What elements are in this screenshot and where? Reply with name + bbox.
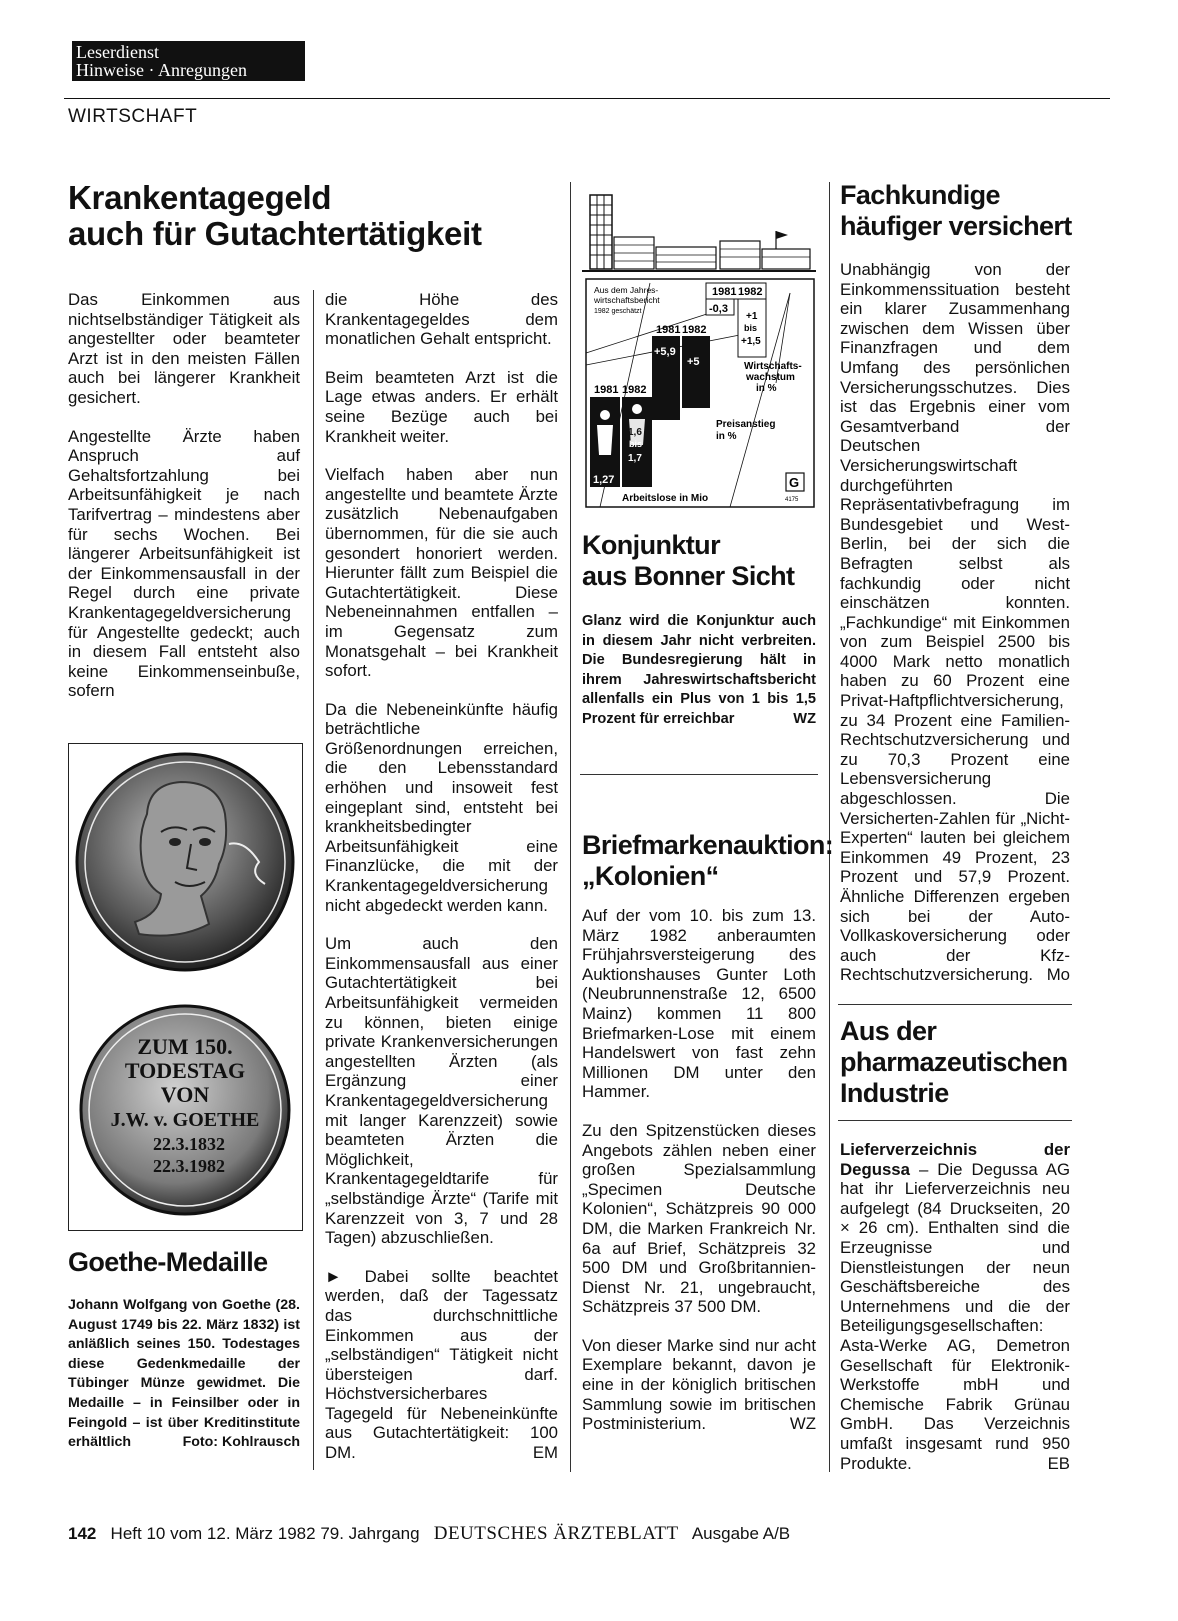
journal-name: DEUTSCHES ÄRZTEBLATT <box>433 1523 679 1544</box>
medal-text: ZUM 150. <box>137 1034 233 1059</box>
konjunktur-text: Glanz wird die Konjunktur auch in diesem Jahr nicht verbreiten. Die Bundesregierung hält in ihrem Jahreswirtschaftsbericht allenfalls ein Plus von 1 bis 1,5 Prozent für erreichbar <box>582 613 816 727</box>
main-col1-para: Das Einkommen aus nichtselbständiger Tätigkeit als angestellter oder beamteter Arzt ist in den meisten Fällen auch bei längerer Krankheit gesichert. <box>68 290 300 407</box>
w-value2b: bis <box>744 323 758 333</box>
main-col1-para: Angestellte Ärzte haben Anspruch auf Gehaltsfortzahlung bei Arbeitsunfähigkeit je nach Tarifvertrag – mindestens aber für sechs Wochen. Bei längerer Arbeitsunfähigkeit ist der Einkommensausfall in der Regel durch eine private Krankentagegeldversicherung für Angestellte gedeckt; auch in diesem Fall entsteht also keine Einkommenseinbuße, sofern <box>68 426 300 701</box>
konjunktur-signature: WZ <box>793 710 816 727</box>
fachkundige-body <box>840 260 1070 985</box>
briefmarken-para: Zu den Spitzenstücken dieses Angebots zählen neben einer großen Spezialsammlung „Specimen Deutsche Kolonien“, Schätzpreis 90 000 DM, die Marken Frankreich Nr. 6a auf Brief, Schätzpreis 32 500 DM und Großbritannien-Dienst Nr. 21, ungebraucht, Schätzpreis 37 500 DM. <box>582 1120 816 1317</box>
main-col2-text: ► Dabei sollte beachtet werden, daß der Tagessatz das durchschnittliche Einkommen aus der „selbständigen“ Tätigkeit nicht übersteigen darf. Höchstversicherbares Tagegeld für Nebeneinkünfte aus Gutachtertätigkeit: 100 DM. <box>325 1266 558 1463</box>
chart-note: Aus dem Jahres- <box>594 285 659 295</box>
divider <box>838 1004 1072 1005</box>
main-col2-para: Vielfach haben aber nun angestellte und beamtete Ärzte zusätzlich Nebenaufgaben übernommen, für die sie auch gesondert honoriert werden. Hierunter fällt zum Beispiel die Gutachtertätigkeit. Diese Nebeneinnahmen entfallen – im Gegensatz zum Monatsgehalt – bei Krankheit sofort. <box>325 465 558 681</box>
fachkundige-text: Unabhängig von der Einkommenssituation besteht ein klarer Zusammenhang zwischen dem Wissen über Finanzfragen und dem Umfang des persönlichen Versicherungsschutzes. Dies ist das Ergebnis einer vom Gesamtverband der Deutschen Versicherungswirtschaft durchgeführten Repräsentativbefragung im Bundesgebiet und West-Berlin, bei der sich die Befragten selbst als fachkundig oder nicht einschätzen konnten. „Fachkundige“ mit Einkommen von zum Beispiel 2500 bis 4000 Mark netto monatlich haben zu 60 Prozent eine Privat-Haftpflichtversicherung, zu 34 Prozent eine Familien-Rechtschutzversicherung und zu 70,3 Prozent eine Lebensversicherung abgeschlossen. Die Versicherten-Zahlen für „Nicht-Experten“ lauten bei gleichem Einkommen 49 Prozent, 23 Prozent und 57,9 Prozent. Ähnliche Differenzen ergeben sich bei der Auto-Vollkaskoversicherung oder auch der Kfz-Rechtschutzversicherung. <box>840 260 1070 985</box>
medal-caption <box>68 1296 300 1453</box>
w-value2c: +1,5 <box>741 336 761 347</box>
main-col2-para: Da die Nebeneinkünfte häufig beträchtliche Größenordnungen erreichen, die den Lebensstandard erhöhen und insoweit fest eingeplant sind, entsteht bei krankheitsbedingter Arbeitsunfähigkeit eine Finanzlücke, die mit der Krankentagegeldversicherung nicht abgedeckt werden kann. <box>325 699 558 915</box>
main-col2-para-last <box>325 1267 558 1463</box>
main-col2-para: Um auch den Einkommensausfall aus einer Gutachtertätigkeit bei Arbeitsunfähigkeit vermeiden zu können, bieten einige private Krankenversicherungen angestellten Ärzten (als Ergänzung einer Krankentagegeldversicherung mit langer Karenzzeit) sowie beamteten Ärzten die Möglichkeit, Krankentagegeldtarife für „selbständige Ärzte“ (Tarife mit Karenzzeit von 3, 7 und 28 Tagen) abzuschließen. <box>325 934 558 1248</box>
w-label1: Wirtschafts- <box>744 361 802 372</box>
column-rule <box>829 182 830 1472</box>
medal-caption-text: Johann Wolfgang von Goethe (28. August 1749 bis 22. März 1832) ist anläßlich seines 150. Todestages diese Gedenkmedaille der Tübinger Münze gewidmet. Die Medaille – in Feinsilber oder in Feingold – ist über Kreditinstitute erhältlich <box>68 1297 300 1451</box>
w-year1: 1981 <box>712 286 737 298</box>
konjunktur-graphic <box>580 183 818 513</box>
w-value2: +1 <box>746 311 758 322</box>
pharma-signature: EB <box>1047 1453 1070 1473</box>
konjunktur-chart <box>580 183 818 513</box>
briefmarken-para-last <box>582 1336 816 1434</box>
briefmarken-para: Auf der vom 10. bis zum 13. März 1982 anberaumten Frühjahrsversteigerung des Auktionshauses Gunter Loth (Neubrunnenstraße 12, 6500 Mainz) kommen 11 800 Briefmarken-Lose mit einem Handelswert von fast zehn Millionen DM unter den Hammer. <box>582 906 816 1102</box>
graphic-badge-num: 4175 <box>785 497 799 503</box>
photo-credit: Foto: Kohlrausch <box>182 1434 300 1451</box>
main-headline-line1: Krankentagegeld <box>68 179 332 216</box>
pharma-headline <box>840 1016 1080 1109</box>
pharma-text: – Die Degussa AG hat ihr Lieferverzeichnis neu aufgelegt (84 Druckseiten, 20 × 26 cm). Enthalten sind die Erzeugnisse und Dienstleistungen der neun Geschäftsbereiche des Unternehmens und die der Beteiligungsgesellschaften: Asta-Werke AG, Demetron Gesellschaft für Elektronik-Werkstoffe mbH und Chemische Fabrik Grünau GmbH. Das Verzeichnis umfaßt insgesamt rund 950 Produkte. <box>840 1159 1070 1473</box>
column-rule <box>313 290 314 1470</box>
fachkundige-headline <box>840 180 1080 242</box>
fachkundige-headline-line2: häufiger versichert <box>840 211 1072 241</box>
p-label2: in % <box>716 431 737 442</box>
main-col2 <box>325 290 558 1463</box>
p-year1: 1981 <box>656 324 681 336</box>
main-headline-line2: auch für Gutachtertätigkeit <box>68 215 482 252</box>
pharma-headline-line3: Industrie <box>840 1078 949 1108</box>
a-value2b: bis <box>629 439 643 449</box>
edition-info: Ausgabe A/B <box>691 1524 791 1543</box>
p-label1: Preisanstieg <box>716 419 776 430</box>
medal-text: 22.3.1982 <box>153 1156 225 1176</box>
p-bar-1982 <box>682 336 710 408</box>
briefmarken-headline-line2: „Kolonien“ <box>582 861 719 891</box>
section-label: WIRTSCHAFT <box>68 106 198 127</box>
main-signature: EM <box>532 1443 558 1463</box>
medal-title: Goethe-Medaille <box>68 1247 268 1277</box>
rubric-line2: Hinweise · Anregungen <box>76 60 247 80</box>
konjunktur-teaser <box>582 612 816 730</box>
divider <box>838 1120 1072 1121</box>
chart-note: wirtschaftsbericht <box>594 295 660 305</box>
a-year2: 1982 <box>622 384 647 396</box>
issue-info: Heft 10 vom 12. März 1982 79. Jahrgang <box>110 1524 420 1543</box>
briefmarken-text: Von dieser Marke sind nur acht Exemplare bekannt, davon je eine in der königlich britischen Sammlung sowie im britischen Postministerium. <box>582 1335 816 1434</box>
konjunktur-headline-line2: aus Bonner Sicht <box>582 561 795 591</box>
main-col2-para: die Höhe des Krankentagegeldes dem monatlichen Gehalt entspricht. <box>325 290 558 349</box>
fachkundige-signature: Mo <box>1046 965 1070 985</box>
p-value1: +5,9 <box>654 346 676 358</box>
medal-text: TODESTAG <box>124 1058 246 1083</box>
konjunktur-headline <box>582 530 818 592</box>
briefmarken-signature: WZ <box>789 1414 816 1434</box>
p-value2: +5 <box>687 356 700 368</box>
rubric-line1: Leserdienst <box>76 42 159 62</box>
briefmarken-body <box>582 906 816 1434</box>
page-footer <box>68 1523 1108 1545</box>
w-year2: 1982 <box>738 286 763 298</box>
medal-image <box>68 743 303 1231</box>
a-value1: 1,27 <box>593 474 615 486</box>
a-value2: 1,6 <box>628 427 642 438</box>
skyline-illustration <box>582 195 816 271</box>
divider <box>580 774 818 775</box>
pharma-body <box>840 1140 1070 1473</box>
header-rule <box>64 98 1110 99</box>
a-value2c: 1,7 <box>628 453 642 464</box>
main-col2-para: Beim beamteten Arzt ist die Lage etwas anders. Er erhält seine Bezüge auch bei Krankheit weiter. <box>325 367 558 446</box>
fachkundige-headline-line1: Fachkundige <box>840 180 1000 210</box>
a-label: Arbeitslose in Mio <box>622 493 709 504</box>
medal-text: 22.3.1832 <box>153 1134 225 1154</box>
rubric-box <box>72 41 305 81</box>
pharma-headline-line1: Aus der <box>840 1016 937 1046</box>
graphic-badge: G <box>789 475 800 490</box>
pharma-headline-line2: pharmazeutischen <box>840 1047 1068 1077</box>
w-label3: in % <box>756 383 777 394</box>
page-number: 142 <box>68 1524 97 1543</box>
column-rule <box>570 182 571 1472</box>
a-year1: 1981 <box>594 384 619 396</box>
medal-text: VON <box>160 1082 210 1107</box>
pharma-lead: Lieferverzeichnis der Degussa <box>840 1140 1070 1179</box>
w-label2: wachstum <box>746 372 795 383</box>
briefmarken-headline <box>582 830 834 892</box>
main-headline <box>68 180 588 252</box>
main-col1 <box>68 290 300 701</box>
konjunktur-headline-line1: Konjunktur <box>582 530 720 560</box>
p-year2: 1982 <box>682 324 707 336</box>
medal-illustration <box>69 744 302 1230</box>
briefmarken-headline-line1: Briefmarkenauktion: <box>582 830 834 860</box>
medal-text: J.W. v. GOETHE <box>110 1109 260 1131</box>
chart-note: 1982 geschätzt <box>594 308 642 315</box>
w-value1: -0,3 <box>709 303 728 315</box>
